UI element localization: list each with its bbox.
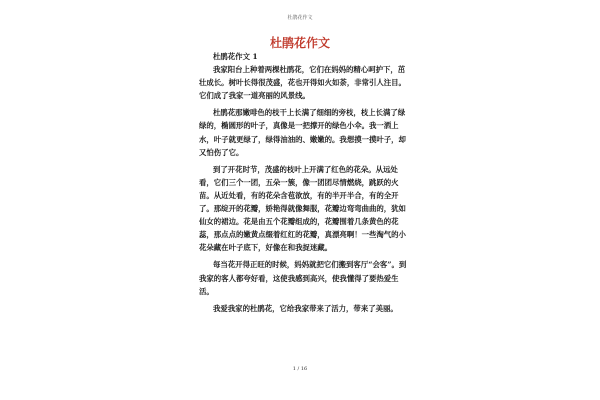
running-header: 杜鹃花作文 [287, 15, 313, 21]
section-subtitle: 杜鹃花作文 1 [213, 52, 258, 61]
paragraph: 到了开花时节，茂盛的枝叶上开满了红色的花朵。从远处看，它们三个一团，五朵一簇，像一团团尽情燃烧，跳跃的火苗。从近处看，有的花朵含苞欲放，有的半开半合，有的全开了。那绽开的花瓣，娇艳得就像舞服，花瓣边弯弯曲曲的，犹如仙女的裙边。花是由五个花瓣组成的，花瓣围着几条黄色的花蕊，那点点的嫩黄点缀着红红的花瓣，真漂亮啊！一些淘气的小花朵藏在叶子底下，好像在和我捉迷藏。 [199, 164, 406, 253]
paragraph: 我家阳台上种着两棵杜鹃花，它们在妈妈的精心呵护下，茁壮成长。树叶长得很茂盛，花也开得如火如荼，非常引人注目。它们成了我家一道亮丽的风景线。 [199, 65, 406, 101]
page-number: 1 / 16 [292, 366, 308, 372]
paragraph: 杜鹃花那嫩啡色的枝干上长满了细细的旁枝，枝上长满了绿绿的，椭圆形的叶子，真像是一把撑开的绿色小伞。我一洒上水，叶子就更绿了，绿得油油的、嫩嫩的。我想摸一摸叶子，却又怕伤了它。 [199, 108, 406, 157]
document-body [199, 50, 409, 315]
document-title: 杜鹃花作文 [269, 36, 330, 50]
paragraph: 我爱我家的杜鹃花，它给我家带来了活力，带来了美丽。 [213, 303, 398, 313]
paragraph: 每当花开得正旺的时候，妈妈就把它们搬到客厅“会客”。到我家的客人都夸好看，这使我感到高兴，使我懂得了要热爱生活。 [199, 260, 407, 296]
